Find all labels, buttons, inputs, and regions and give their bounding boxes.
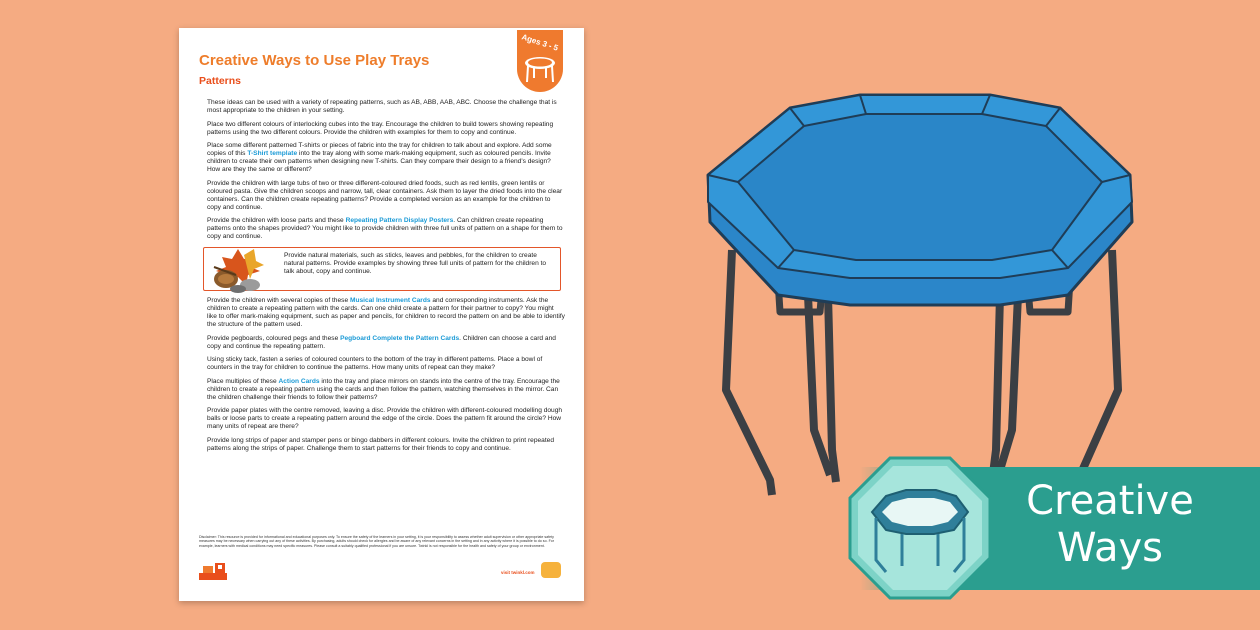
action-cards-link[interactable]: Action Cards bbox=[278, 377, 320, 385]
paragraph-text: . Can children create repeating patterns onto the shapes provided? You might like to provide children with three full units of pattern on a shape for them to copy and continue. bbox=[207, 217, 563, 241]
paragraph-text: into the tray along with some mark-making equipment, such as coloured pencils. Invite children to create their own patterns when designing new T-shirts. Can they compare their design to a friend's design? How are they the same or different? bbox=[207, 150, 551, 174]
t-shirt-template-link[interactable]: T-Shirt template bbox=[247, 150, 298, 158]
idea-paragraph bbox=[207, 142, 565, 174]
paragraph-text: Provide the children with loose parts and these bbox=[207, 217, 346, 225]
paragraph-text: Place some different patterned T-shirts or pieces of fabric into the tray for children to talk about and explore. Add some copies of this bbox=[207, 142, 552, 158]
document-subtitle: Patterns bbox=[199, 75, 242, 87]
document-body bbox=[207, 99, 565, 459]
play-tray-icon bbox=[521, 54, 559, 86]
banner-title bbox=[1005, 478, 1215, 572]
idea-paragraph bbox=[207, 378, 565, 402]
idea-paragraph: Provide the children with large tubs of two or three different-coloured dried foods, such as red lentils, green lentils or coloured pasta. Give the children scoops and narrow, tall, clear containers. Ask them to layer the dried foods into the clear containers. Can the children create repeating patterns? Provide a completed version as an example for the children to copy and continue. bbox=[207, 179, 563, 211]
paragraph-text: Provide the children with several copies of these bbox=[207, 296, 350, 304]
idea-paragraph: Provide paper plates with the centre removed, leaving a disc. Provide the children with different-coloured modelling dough balls or loose parts to create a repeating pattern around the edge of the circle. Does the pattern fit around the circle? How many units of repeat are there? bbox=[207, 407, 563, 431]
banner-title-line: Ways bbox=[1056, 525, 1163, 571]
play-tray-icon bbox=[846, 454, 994, 602]
idea-paragraph: Using sticky tack, fasten a series of coloured counters to the bottom of the tray in different patterns. Place a bowl of counters in the tray for children to continue the patterns. How many units of repeat can they make? bbox=[207, 356, 543, 372]
idea-paragraph bbox=[207, 217, 565, 241]
paragraph-text: into the tray and place mirrors on stands into the centre of the tray. Encourage the children to create a repeating pattern using the cards and then follow the pattern, watching themselves in the mirror. Can the children challenge their friends to follow their patterns? bbox=[207, 377, 560, 401]
paragraph-text: and corresponding instruments. Ask the children to create a repeating pattern with the cards. Can one child create a pattern for their partner to copy? You might like to offer mark-making equipment, such as paper and pencils, for children to record the pattern on and be able to identify the structure of the pattern used. bbox=[207, 296, 565, 328]
paragraph-text: Provide pegboards, coloured pegs and these bbox=[207, 334, 341, 342]
age-badge-label: Ages 3 - 5 bbox=[520, 32, 560, 53]
highlight-text: Provide natural materials, such as sticks, leaves and pebbles, for the children to create natural patterns. Provide examples by showing three full units of pattern for the children to talk about, copy and continue. bbox=[284, 251, 547, 275]
idea-paragraph bbox=[207, 335, 565, 351]
disclaimer-text: Disclaimer: This resource is provided for informational and educational purposes only. To ensure the safety of the learners in your setting, it is your responsibility to assess whether adult supervision or other appropriate safety measures may be necessary when carrying out any of these activities. By purchasing, adults should check for allergies and be aware of any relevant concerns in the setting and in any activity where it is possible to do so. For example, learners with medical conditions may need specific measures. Please consult a suitably qualified professional if you are unsure. Twinkl is not responsible for the health and safety of your group or environment. bbox=[199, 535, 554, 548]
autumn-leaves-icon bbox=[210, 245, 266, 293]
blocks-logo-icon bbox=[199, 561, 229, 581]
paragraph-text: . Children can choose a card and copy and continue the repeating pattern. bbox=[207, 334, 556, 350]
footer-url[interactable]: visit twinkl.com bbox=[501, 570, 535, 575]
brand-mark-icon bbox=[541, 562, 561, 578]
paragraph-text: Place multiples of these bbox=[207, 377, 279, 385]
age-badge bbox=[517, 30, 563, 92]
highlight-box bbox=[203, 247, 561, 291]
resource-sheet bbox=[179, 28, 584, 601]
tray-body bbox=[708, 95, 1132, 305]
musical-cards-link[interactable]: Musical Instrument Cards bbox=[349, 296, 431, 304]
intro-paragraph: These ideas can be used with a variety of repeating patterns, such as AB, ABB, AAB, ABC. Choose the challenge that is most appropriate to the children in your setting. bbox=[207, 99, 557, 114]
pegboard-cards-link[interactable]: Pegboard Complete the Pattern Cards bbox=[340, 334, 460, 342]
document-title: Creative Ways to Use Play Trays bbox=[199, 52, 430, 69]
play-tray-illustration bbox=[700, 90, 1145, 510]
idea-paragraph: Place two different colours of interlocking cubes into the tray. Encourage the children to build towers showing repeating patterns using the two different colours. Provide the children with examples for them to copy and continue. bbox=[207, 120, 554, 136]
banner-title-line: Creative bbox=[1026, 478, 1194, 524]
idea-paragraph: Provide long strips of paper and stamper pens or bingo dabbers in different colours. Invite the children to print repeated patterns along the strips of paper. Challenge them to start patterns for their friends to copy and continue. bbox=[207, 436, 554, 452]
pattern-posters-link[interactable]: Repeating Pattern Display Posters bbox=[345, 217, 454, 225]
idea-paragraph bbox=[207, 297, 565, 329]
